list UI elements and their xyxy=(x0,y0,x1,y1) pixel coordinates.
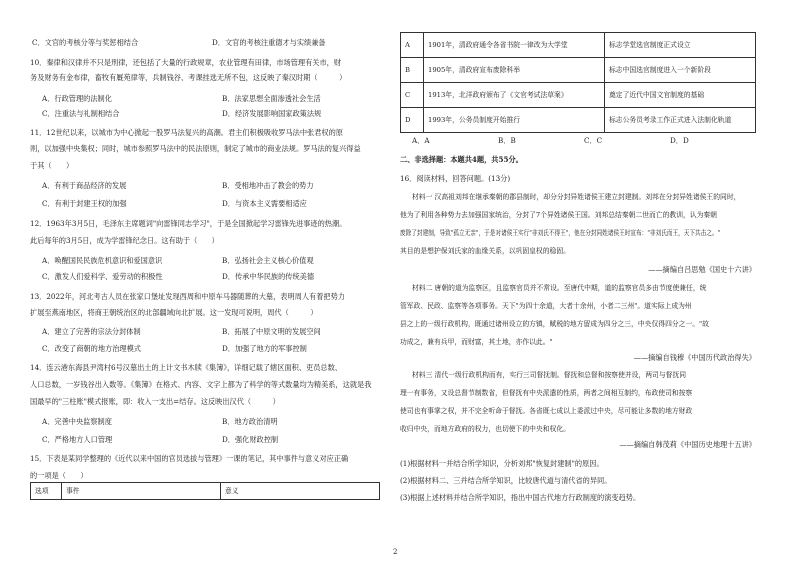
q14-option-b: B．地方政治清明 xyxy=(222,417,278,426)
table-row xyxy=(401,108,756,133)
header-meaning: 意义 xyxy=(221,483,380,500)
material1-line: 材料一 汉高祖刘邦在继承秦朝的郡县制时，却分分封异姓诸侯王建立封建制。刘邦在分封异姓诸侯王的同时， xyxy=(412,193,741,201)
q9-option-d: D．文官的考核注重德才与实绩兼备 xyxy=(212,38,326,47)
q15-table-header xyxy=(30,482,380,500)
material2-line: 材料二 唐朝的道为监察区，且监察官员并不常设。至唐代中期，道的监察官员多由节度使兼任，统 xyxy=(412,284,707,292)
q15-line: 15．下表是某同学整理的《近代以来中国的官员选拔与管理》一课的笔记，其中事件与意义对应正确 xyxy=(30,454,349,463)
q13-option-c: C．改变了商朝的地方治理模式 xyxy=(42,344,141,353)
q12-option-b: B．弘扬社会主义核心价值观 xyxy=(222,256,314,265)
q15-option-b: B．B xyxy=(498,136,516,145)
q15-option-c: C．C xyxy=(584,136,603,145)
material3-source: ——摘编自韩茂莉《中国历史地理十五讲》 xyxy=(619,440,756,449)
sub-question-3: (3)根据上述材料并结合所学知识，指出中国古代地方行政制度的演变趋势。 xyxy=(400,493,641,502)
page-number: 2 xyxy=(393,548,398,556)
section-title: 二、非选择题：本题共4题，共55分。 xyxy=(400,155,523,164)
material3-line: 理一有事务，又设总督节制数省，但督抚有中央派遣的性质，两者之间相互制约，布政使司和按察 xyxy=(400,389,693,397)
material1-line: 废除了封建制，导致"孤立无亲"，于是对诸侯王实行"非刘氏不得王"，他在分封同姓诸侯王时宣布："非刘氏而王，天下共击之。" xyxy=(400,229,721,237)
q11-option-d: D．与资本主义需要相适应 xyxy=(222,199,307,208)
header-option: 选项 xyxy=(31,483,62,500)
q13-line: 扩展至燕南地区，将商王朝统治区的北部疆域向北扩展。这一发现可说明，周代（ ） xyxy=(30,308,318,317)
q14-line: 国最早的"三柱账"模式报账，即：收入一支出=结存。这反映出汉代（ ） xyxy=(30,397,280,406)
row-event: 1905年，清政府宣布废除科举 xyxy=(424,58,605,83)
row-event: 1913年，北洋政府颁布了《文官考试法草案》 xyxy=(424,83,605,108)
material2-line: 功成之，兼有兵甲，而财富，其土地，亦作以此。" xyxy=(400,338,553,346)
q12-option-a: A．唤醒国民民族危机意识和爱国意识 xyxy=(42,256,163,265)
q14-option-a: A．完善中央监察制度 xyxy=(42,417,112,426)
q15-option-d: D．D xyxy=(670,136,689,145)
q12-option-c: C．激发人们爱科学、爱劳动的积极性 xyxy=(42,272,163,281)
table-row xyxy=(401,58,756,83)
q9-option-c: C．文官的考核分等与奖惩相结合 xyxy=(32,38,139,47)
q12-line: 此后每年的3月5日，成为学雷锋纪念日。这有助于（ ） xyxy=(30,236,219,245)
q10-line: 10．秦律和汉律并不只是刑律，还包括了大量的行政规章，农业管理有田律，市场管理有关市，财 xyxy=(30,58,342,67)
sub-question-1: (1)根据材料一并结合所学知识，分析刘邦"恢复封建制"的原因。 xyxy=(400,459,604,468)
q11-option-b: B．受相地冲击了教会的势力 xyxy=(222,181,314,190)
row-option: B xyxy=(401,58,424,83)
row-meaning: 奠定了近代中国文官制度的基础 xyxy=(605,83,756,108)
row-option: C xyxy=(401,83,424,108)
q13-option-d: D．加强了地方的军事控制 xyxy=(222,344,307,353)
row-event: 1993年，公务员制度开始推行 xyxy=(424,108,605,133)
row-event: 1901年，清政府通令各省书院一律改为大学堂 xyxy=(424,33,605,58)
q10-option-d: D．经济发展影响国家政策法规 xyxy=(222,109,322,118)
q12-line: 12．1963年3月5日，毛泽东主席题词"向雷锋同志学习"，于是全国掀起学习雷锋先进事迹的热潮。 xyxy=(30,219,347,228)
sub-question-2: (2)根据材料二、三并结合所学知识，比较唐代道与清代省的异同。 xyxy=(400,476,612,485)
q14-line: 人口总数，一岁钱谷出入数等。《集簿》在格式、内容、文字上都为了科学的等式数量均为精美系，这就是我 xyxy=(30,380,372,389)
material3-line: 收归中央，而地方政府的权力，也切使下的中央和权化。 xyxy=(400,425,570,433)
row-meaning: 标志学堂选官制度正式设立 xyxy=(605,33,756,58)
material2-line: 县之上的一级行政机构，既通过诸州设立的方镇，赋税的地方留成为四分之三，中央仅得四分之一。"故 xyxy=(400,320,709,328)
row-meaning: 标志中国选官制度进入一个新阶段 xyxy=(605,58,756,83)
material3-line: 材料三 清代一级行政机构而有，实行三司督抚制。督抚和总督和按察使并设，两司与督抚同 xyxy=(412,371,687,379)
material2-source: ——摘编自钱穆《中国历代政治得失》 xyxy=(633,353,756,362)
q13-line: 13．2022年，河北考古人员在张家口堡址发现西周和中原车马器随葬的大墓，表明周人有着把势力 xyxy=(30,292,345,301)
q13-option-a: A．建立了完善的宗法分封体制 xyxy=(42,327,141,336)
q10-option-a: A．行政管理的法制化 xyxy=(42,94,112,103)
material2-line: 管军政、民政、监察等各项事务。天下"为四十余道，大者十余州，小者二三州"。道实际上成为州 xyxy=(400,302,692,310)
row-option: A xyxy=(401,33,424,58)
material1-source: ——摘编自吕思勉《国史十六讲》 xyxy=(648,265,756,274)
q11-option-a: A．有利于商品经济的发展 xyxy=(42,181,127,190)
q14-option-c: C．严格地方人口管理 xyxy=(42,435,113,444)
q10-option-c: C．注重法与礼制相结合 xyxy=(42,109,120,118)
q10-option-b: B．法家思想全面渗透社会生活 xyxy=(222,94,321,103)
header-event: 事件 xyxy=(62,483,221,500)
q10-line: 务及财务有金布律，畜牧有厩苑律等，兵制钱谷、考课挂选无所不包，这反映了秦汉时期（ ） xyxy=(30,73,347,82)
material1-line: 他为了利用各种势力去加强国家统治，分封了7个异姓诸侯王国。刘邦总结秦朝二世而亡的教训，认为秦朝 xyxy=(400,211,717,219)
q15-line: 的一项是（ ） xyxy=(30,471,88,480)
q11-line: 于其（ ） xyxy=(30,161,74,170)
q15-table-body xyxy=(400,32,756,133)
q16-intro: 16．阅读材料，回答问题。(13分) xyxy=(400,174,511,183)
material3-line: 使司也有事掌之权，并不完全听命于督抚。各省既七成以上委派过中央，尽可能让多数的地方财政 xyxy=(400,407,693,415)
q11-option-c: C．有利于封建王权的加强 xyxy=(42,199,127,208)
row-option: D xyxy=(401,108,424,133)
q11-line: 则，以加强中央集权；同时，城市参照罗马法中的民法原则，制定了城市的商业法规。罗马法的复兴得益 xyxy=(30,144,361,153)
q14-option-d: D．强化财政控制 xyxy=(222,435,279,444)
table-row xyxy=(401,83,756,108)
q14-line: 14．连云港东海县尹湾村6号汉墓出土的上计文书木牍《集簿》，详细记载了辖区面积、吏员总数、 xyxy=(30,363,342,372)
q12-option-d: D．传承中华民族的传统美德 xyxy=(222,272,315,281)
q11-line: 11．12世纪以来，以城市为中心掀起一股罗马法复兴的高潮。君主们积极吸收罗马法中张君权的原 xyxy=(30,128,343,137)
material1-line: 其目的是想护保刘氏家的血缘关系，以巩固皇权的稳固。 xyxy=(400,247,570,255)
q13-option-b: B．拓展了中原文明的发展空间 xyxy=(222,327,321,336)
q15-option-a: A．A xyxy=(412,136,430,145)
row-meaning: 标志公务员考录工作正式进入法制化轨道 xyxy=(605,108,756,133)
table-row xyxy=(401,33,756,58)
